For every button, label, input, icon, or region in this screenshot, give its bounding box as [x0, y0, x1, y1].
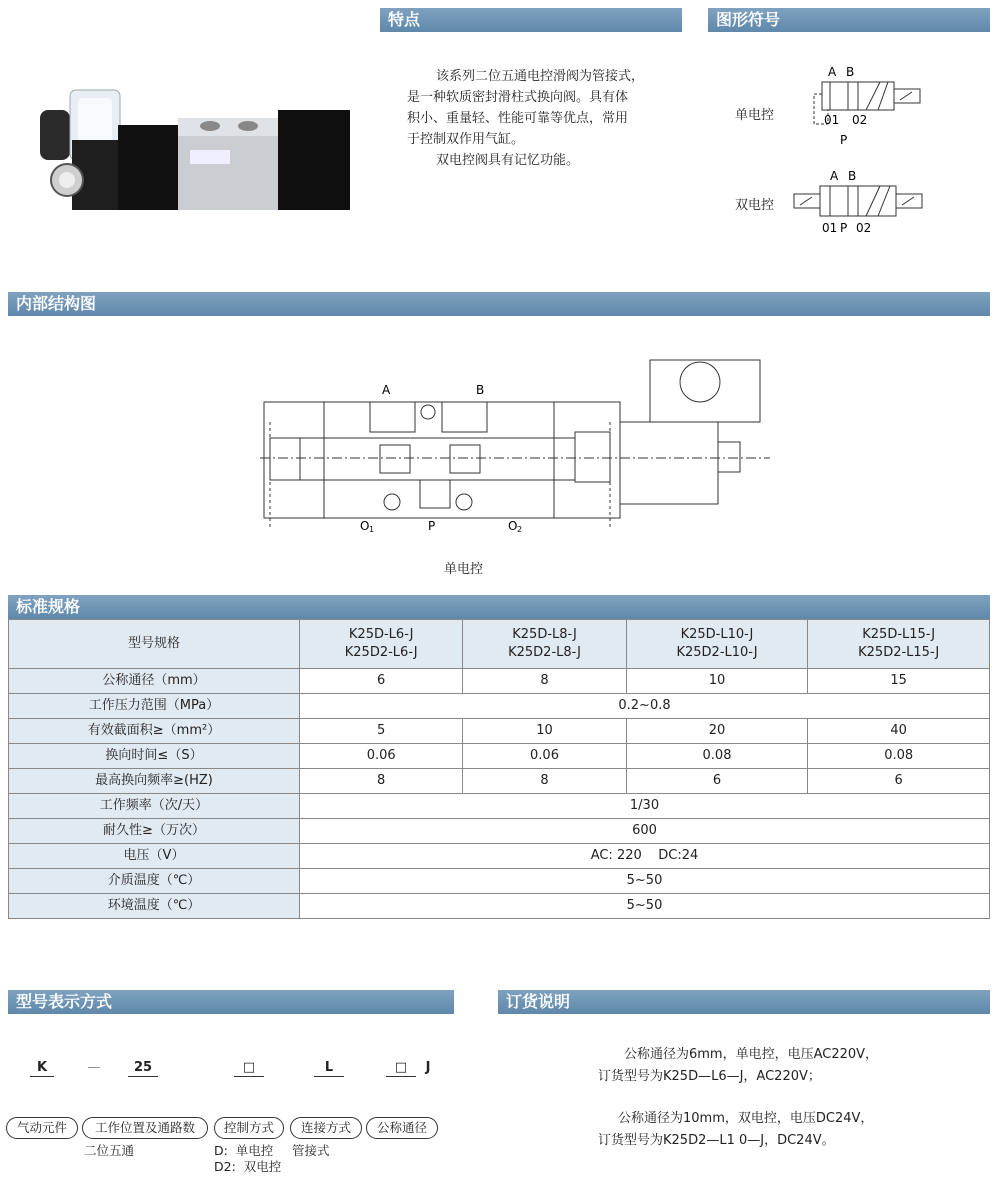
code-underline	[234, 1076, 264, 1077]
symbol-single-p: P	[840, 133, 848, 147]
code-box-control: 控制方式	[214, 1117, 284, 1139]
row-label: 工作压力范围（MPa）	[9, 694, 300, 719]
product-photo	[30, 80, 360, 230]
code-box-diameter: 公称通径	[366, 1117, 438, 1139]
table-row	[9, 669, 990, 694]
table-cell: 15	[808, 669, 990, 694]
table-header-label: 型号规格	[9, 620, 300, 669]
table-cell: 6	[300, 669, 463, 694]
symbol-double-b: B	[848, 169, 857, 183]
table-cell: 20	[626, 719, 808, 744]
symbol-double-a: A	[830, 169, 839, 183]
table-cell: 0.08	[626, 744, 808, 769]
internal-label-o2-sub: 2	[517, 525, 523, 534]
table-cell: 6	[808, 769, 990, 794]
code-j: J	[425, 1060, 431, 1075]
symbol-single-a: A	[828, 65, 837, 79]
row-label: 介质温度（℃）	[9, 869, 300, 894]
table-cell: 8	[463, 669, 626, 694]
section-header-internal: 内部结构图	[8, 292, 990, 316]
features-line-3: 积小、重量轻、性能可靠等优点，常用	[407, 111, 629, 126]
model-name: K25D-L6-J	[348, 627, 414, 642]
table-cell-merged: 1/30	[300, 794, 990, 819]
table-cell: 10	[463, 719, 626, 744]
table-cell: 8	[300, 769, 463, 794]
code-diameter: □	[394, 1060, 408, 1075]
code-box-connection: 连接方式	[290, 1117, 362, 1139]
table-row	[9, 869, 990, 894]
code-underline	[128, 1076, 158, 1077]
model-cell	[463, 620, 626, 669]
spec-table	[8, 619, 990, 919]
table-row	[9, 744, 990, 769]
internal-structure-drawing	[260, 350, 780, 540]
table-cell: 0.06	[300, 744, 463, 769]
features-line-1: 该系列二位五通电控滑阀为管接式，	[436, 69, 645, 84]
table-cell: 0.06	[463, 744, 626, 769]
features-line-2: 是一种软质密封滑柱式换向阀。具有体	[407, 90, 629, 105]
code-underline	[386, 1076, 416, 1077]
table-cell-merged: AC: 220 DC:24	[300, 844, 990, 869]
internal-label-o1: O	[360, 519, 370, 533]
internal-label-p: P	[428, 519, 436, 533]
table-cell: 40	[808, 719, 990, 744]
table-row	[9, 794, 990, 819]
symbol-double-o1: 01	[822, 221, 838, 235]
section-header-order: 订货说明	[498, 990, 990, 1014]
model-name: K25D2-L10-J	[676, 645, 758, 660]
internal-label-a: A	[382, 383, 391, 397]
code-l: L	[324, 1060, 334, 1075]
model-name: K25D2-L6-J	[344, 645, 418, 660]
section-header-spec: 标准规格	[8, 595, 990, 619]
internal-label-o2: O	[508, 519, 518, 533]
symbol-double-label: 双电控	[735, 198, 775, 213]
table-cell: 10	[626, 669, 808, 694]
table-cell: 8	[463, 769, 626, 794]
order-line-1: 公称通径为6mm，单电控，电压AC220V，	[624, 1047, 879, 1062]
code-dash: —	[87, 1060, 101, 1075]
code-25: 25	[133, 1060, 153, 1075]
table-cell-merged: 0.2~0.8	[300, 694, 990, 719]
table-row	[9, 769, 990, 794]
table-cell-merged: 5~50	[300, 894, 990, 919]
symbol-double-diagram	[790, 168, 930, 240]
table-row	[9, 819, 990, 844]
model-cell	[300, 620, 463, 669]
code-k: K	[36, 1060, 48, 1075]
model-cell	[626, 620, 808, 669]
note-position: 二位五通	[84, 1143, 135, 1158]
order-line-3: 公称通径为10mm，双电控，电压DC24V，	[618, 1111, 874, 1126]
internal-label-b: B	[476, 383, 485, 397]
row-label: 环境温度（℃）	[9, 894, 300, 919]
table-cell: 6	[626, 769, 808, 794]
model-name: K25D2-L8-J	[508, 645, 581, 660]
internal-caption: 单电控	[444, 562, 484, 577]
code-underline	[314, 1076, 344, 1077]
table-row	[9, 844, 990, 869]
note-double: D2: 双电控	[214, 1159, 282, 1174]
row-label: 换向时间≤（S）	[9, 744, 300, 769]
symbol-single-b: B	[846, 65, 855, 79]
code-box-component: 气动元件	[6, 1117, 78, 1139]
table-cell-merged: 600	[300, 819, 990, 844]
row-label: 耐久性≥（万次）	[9, 819, 300, 844]
features-line-4: 于控制双作用气缸。	[407, 132, 525, 147]
table-cell: 0.08	[808, 744, 990, 769]
model-cell	[808, 620, 990, 669]
symbol-single-o1: 01	[824, 113, 840, 127]
row-label: 公称通径（mm）	[9, 669, 300, 694]
features-line-5: 双电控阀具有记忆功能。	[436, 153, 580, 168]
symbol-double-o2: 02	[856, 221, 872, 235]
table-row	[9, 694, 990, 719]
order-line-2: 订货型号为K25D—L6—J，AC220V；	[598, 1069, 821, 1084]
table-cell: 5	[300, 719, 463, 744]
row-label: 最高换向频率≥(HZ)	[9, 769, 300, 794]
section-header-symbol: 图形符号	[708, 8, 990, 32]
table-cell-merged: 5~50	[300, 869, 990, 894]
note-single: D: 单电控	[214, 1143, 274, 1158]
internal-label-o1-sub: 1	[369, 525, 375, 534]
section-header-model: 型号表示方式	[8, 990, 454, 1014]
note-connection: 管接式	[292, 1143, 330, 1158]
code-box-position: 工作位置及通路数	[82, 1117, 208, 1139]
code-underline	[30, 1076, 54, 1077]
symbol-single-diagram	[808, 64, 928, 148]
model-name: K25D-L10-J	[680, 627, 754, 642]
symbol-single-label: 单电控	[735, 108, 775, 123]
model-name: K25D-L15-J	[862, 627, 936, 642]
row-label: 电压（V）	[9, 844, 300, 869]
row-label: 有效截面积≥（mm²）	[9, 719, 300, 744]
order-line-4: 订货型号为K25D2—L1 0—J，DC24V。	[598, 1133, 835, 1148]
symbol-double-p: P	[840, 221, 848, 235]
code-control: □	[242, 1060, 256, 1075]
row-label: 工作频率（次/天）	[9, 794, 300, 819]
model-name: K25D2-L15-J	[858, 645, 940, 660]
symbol-single-o2: 02	[852, 113, 868, 127]
section-header-features: 特点	[380, 8, 682, 32]
table-row	[9, 620, 990, 669]
table-row	[9, 894, 990, 919]
model-name: K25D-L8-J	[512, 627, 577, 642]
table-row	[9, 719, 990, 744]
